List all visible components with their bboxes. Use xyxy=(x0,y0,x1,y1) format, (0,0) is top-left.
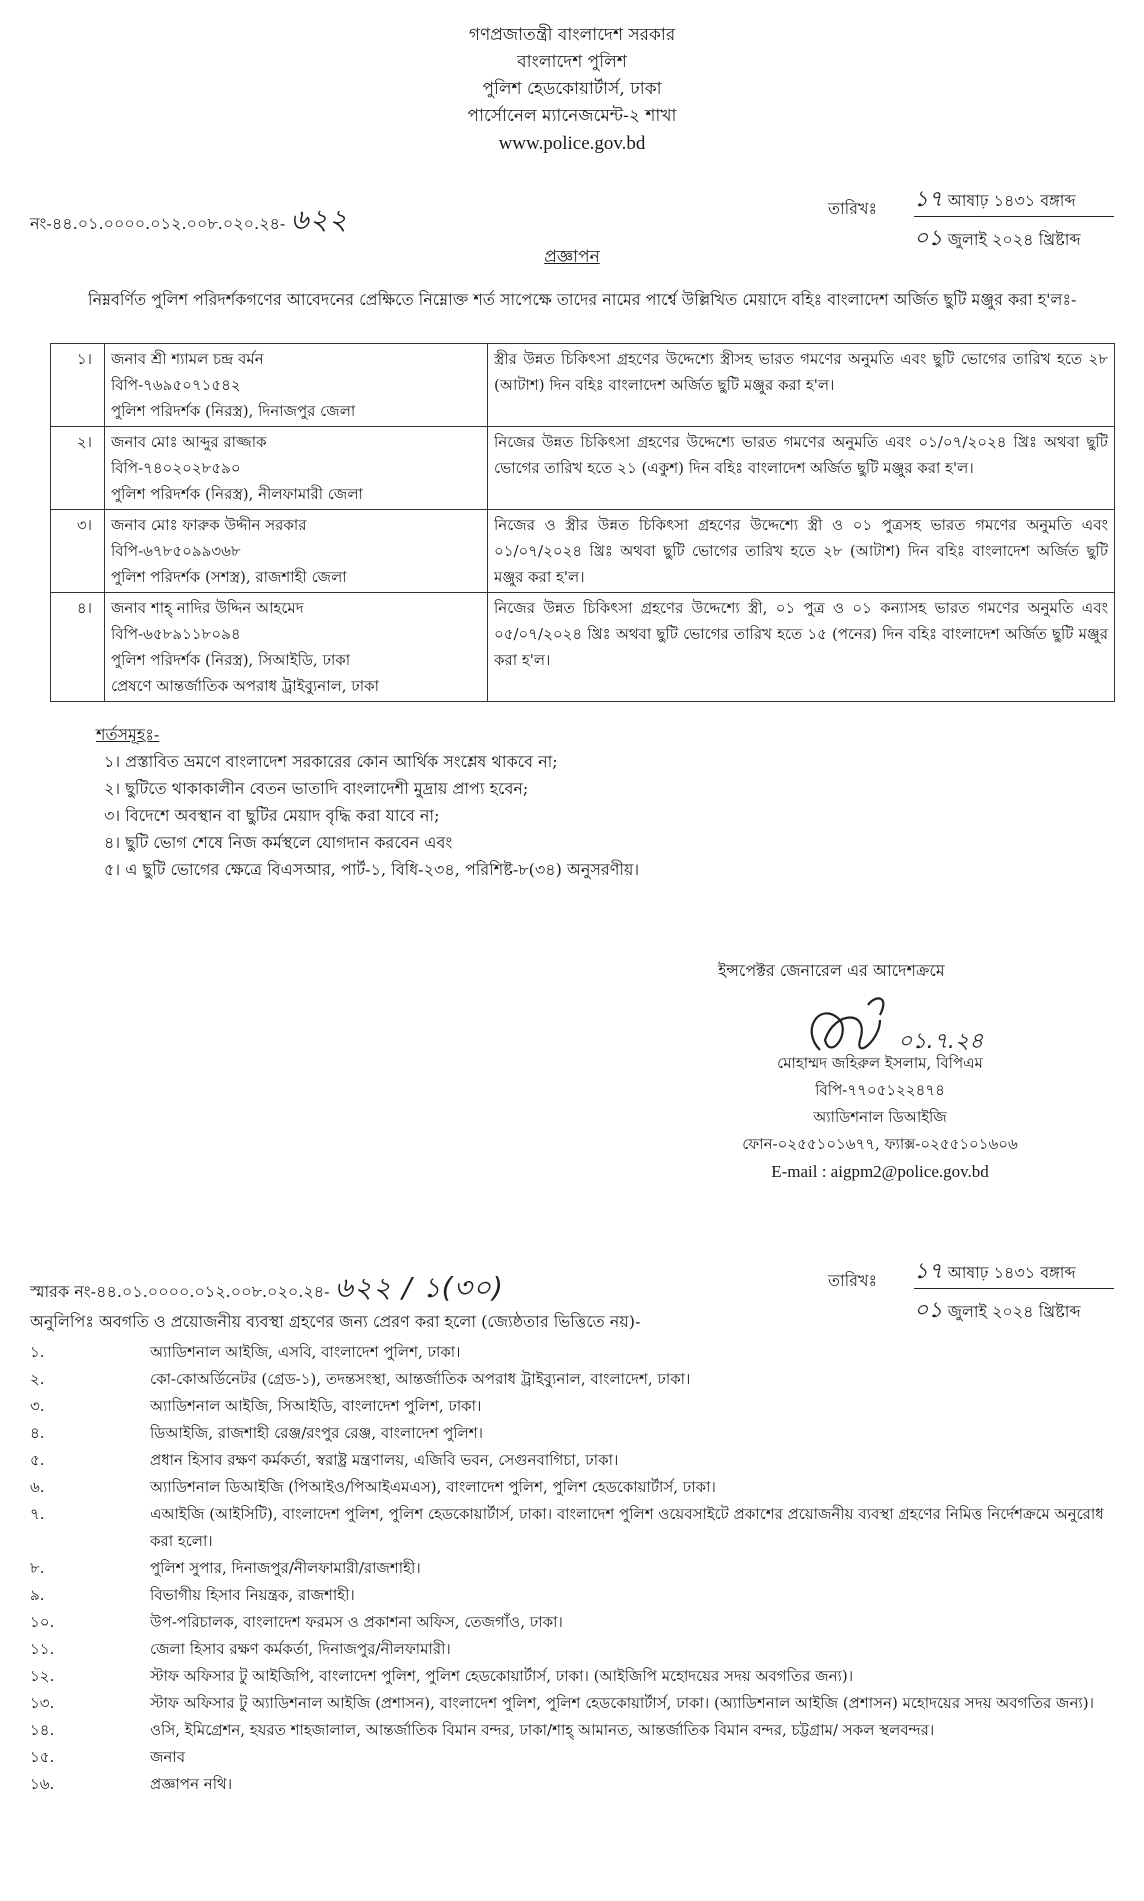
intro-paragraph: নিম্নবর্ণিত পুলিশ পরিদর্শকগণের আবেদনের প্রেক্ষিতে নিম্নোক্ত শর্ত সাপেক্ষে তাদের নামের পার্শ্বে উল্লিখিত মেয়াদে বহিঃ বাংলাদেশ অর্জিত ছুটি মঞ্জুর করা হ'লঃ- xyxy=(88,290,1077,309)
cc-item-text: ডিআইজি, রাজশাহী রেঞ্জ/রংপুর রেঞ্জ, বাংলাদেশ পুলিশ। xyxy=(150,1424,483,1442)
cc-item xyxy=(30,1609,1120,1636)
signatory-bp: বিপি-৭৭০৫১২২৪৭৪ xyxy=(815,1081,945,1099)
serial-cell: ২। xyxy=(51,427,105,510)
date-bangla: ১৭ আষাঢ় ১৪৩১ বঙ্গাব্দ xyxy=(914,1259,1076,1284)
cc-item-number: ১০. xyxy=(30,1613,55,1631)
cc-item-text: প্রধান হিসাব রক্ষণ কর্মকর্তা, স্বরাষ্ট্র মন্ত্রণালয়, এজিবি ভবন, সেগুনবাগিচা, ঢাকা। xyxy=(150,1451,619,1469)
cc-item-number: ১২. xyxy=(30,1667,55,1685)
cc-item xyxy=(30,1663,1120,1690)
cc-item-text: স্টাফ অফিসার টু অ্যাডিশনাল আইজি (প্রশাসন), বাংলাদেশ পুলিশ, পুলিশ হেডকোয়ার্টার্স, ঢাকা। (অ্যাডিশনাল আইজি (প্রশাসন) মহোদয়ের সদয় অবগতির জন্য)। xyxy=(150,1694,1094,1712)
signatory-phone-fax: ফোন-০২৫৫১০১৬৭৭, ফ্যাক্স-০২৫৫১০১৬০৬ xyxy=(742,1135,1018,1153)
officer-bp: বিপি-৭৬৯৫০৭১৫৪২ xyxy=(111,376,241,394)
description-cell: নিজের উন্নত চিকিৎসা গ্রহণের উদ্দেশ্যে ভারত গমণের অনুমতি এবং ০১/০৭/২০২৪ খ্রিঃ অথবা ছুটি ভোগের তারিখ হতে ২১ (একুশ) দিন বহিঃ বাংলাদেশ অর্জিত ছুটি মঞ্জুর করা হ'ল। xyxy=(488,427,1115,510)
cc-item xyxy=(30,1690,1120,1717)
date-label: তারিখঃ xyxy=(828,199,878,218)
branch-name: পার্সোনেল ম্যানেজমেন্ট-২ শাখা xyxy=(467,106,677,126)
cc-item-text: প্রজ্ঞাপন নথি। xyxy=(150,1775,233,1793)
cc-item-number: ১৬. xyxy=(30,1775,55,1793)
condition-item: ৫। এ ছুটি ভোগের ক্ষেত্রে বিএসআর, পার্ট-১, বিধি-২৩৪, পরিশিষ্ট-৮(৩৪) অনুসরণীয়। xyxy=(104,860,640,879)
signatory-email[interactable]: E-mail : aigpm2@police.gov.bd xyxy=(771,1162,989,1181)
cc-item-text: অ্যাডিশনাল আইজি, সিআইডি, বাংলাদেশ পুলিশ, ঢাকা। xyxy=(150,1397,482,1415)
page-title: প্রজ্ঞাপন xyxy=(544,247,600,267)
cc-item-number: ৩. xyxy=(30,1397,45,1415)
memo2-number-text: স্মারক নং-৪৪.০১.০০০০.০১২.০০৮.০২০.২৪- xyxy=(30,1282,330,1301)
officer-deputation: প্রেষণে আন্তর্জাতিক অপরাধ ট্রাইব্যুনাল, ঢাকা xyxy=(111,677,379,695)
date-gregorian: ০১ জুলাই ২০২৪ খ্রিষ্টাব্দ xyxy=(914,216,1114,258)
cc-item xyxy=(30,1366,1120,1393)
cc-item-number: ১৩. xyxy=(30,1694,55,1712)
leave-row xyxy=(51,427,1115,510)
officer-post: পুলিশ পরিদর্শক (নিরস্ত্র), নীলফামারী জেলা xyxy=(111,485,363,503)
leave-row xyxy=(51,593,1115,702)
officer-name: জনাব মোঃ আব্দুর রাজ্জাক xyxy=(111,433,267,451)
memo2-date xyxy=(828,1254,1128,1323)
memo-number xyxy=(30,198,348,245)
description-cell: নিজের ও স্ত্রীর উন্নত চিকিৎসা গ্রহণের উদ্দেশ্যে স্ত্রী ও ০১ পুত্রসহ ভারত গমণের অনুমতি এবং ০১/০৭/২০২৪ খ্রিঃ অথবা ছুটি ভোগের তারিখ হতে ২৮ (আটাশ) দিন বহিঃ বাংলাদেশ অর্জিত ছুটি মঞ্জুর করা হ'ল। xyxy=(488,510,1115,593)
signatory-name: মোহাম্মদ জহিরুল ইসলাম, বিপিএম xyxy=(777,1054,983,1072)
office-name: পুলিশ হেডকোয়ার্টার্স, ঢাকা xyxy=(482,79,662,99)
officer-cell xyxy=(105,427,488,510)
conditions-list xyxy=(104,748,639,883)
cc-item-number: ২. xyxy=(30,1370,45,1388)
officer-cell xyxy=(105,593,488,702)
officer-name: জনাব মোঃ ফারুক উদ্দীন সরকার xyxy=(111,516,307,534)
conditions-heading: শর্তসমূহঃ- xyxy=(96,725,160,744)
cc-item-text: জেলা হিসাব রক্ষণ কর্মকর্তা, দিনাজপুর/নীলফামারী। xyxy=(150,1640,451,1658)
cc-item xyxy=(30,1339,1120,1366)
signatory-block xyxy=(650,1050,1110,1185)
cc-item xyxy=(30,1636,1120,1663)
cc-item xyxy=(30,1393,1120,1420)
cc-item-text: অ্যাডিশনাল ডিআইজি (পিআইও/পিআইএমএস), বাংলাদেশ পুলিশ, পুলিশ হেডকোয়ার্টার্স, ঢাকা। xyxy=(150,1478,716,1496)
cc-item-number: ১১. xyxy=(30,1640,55,1658)
condition-item: ৩। বিদেশে অবস্থান বা ছুটির মেয়াদ বৃদ্ধি করা যাবে না; xyxy=(104,806,440,825)
cc-item-number: ৭. xyxy=(30,1505,45,1523)
date-gregorian: ০১ জুলাই ২০২৪ খ্রিষ্টাব্দ xyxy=(914,1288,1114,1330)
cc-item xyxy=(30,1582,1120,1609)
cc-heading: অনুলিপিঃ অবগতি ও প্রয়োজনীয় ব্যবস্থা গ্রহণের জন্য প্রেরণ করা হলো (জ্যেষ্ঠতার ভিত্তিতে নয়)- xyxy=(30,1312,641,1331)
cc-item xyxy=(30,1501,1120,1555)
officer-cell xyxy=(105,510,488,593)
signature-date: ০১.৭.২৪ xyxy=(898,1029,984,1054)
gov-name: গণপ্রজাতন্ত্রী বাংলাদেশ সরকার xyxy=(468,25,676,45)
memo2-number xyxy=(30,1266,504,1313)
cc-item-number: ১. xyxy=(30,1343,45,1361)
cc-item-text: জনাব xyxy=(150,1748,186,1766)
memo-number-text: নং-৪৪.০১.০০০০.০১২.০০৮.০২০.২৪- xyxy=(30,214,286,233)
officer-bp: বিপি-৬৫৮৯১১৮০৯৪ xyxy=(111,625,241,643)
serial-cell: ৩। xyxy=(51,510,105,593)
cc-item xyxy=(30,1717,1120,1744)
cc-item xyxy=(30,1555,1120,1582)
memo-date xyxy=(828,182,1128,251)
officer-post: পুলিশ পরিদর্শক (নিরস্ত্র), সিআইডি, ঢাকা xyxy=(111,651,351,669)
officer-name: জনাব শাহ্ নাদির উদ্দিন আহমেদ xyxy=(111,599,304,617)
condition-item: ২। ছুটিতে থাকাকালীন বেতন ভাতাদি বাংলাদেশী মুদ্রায় প্রাপ্য হবেন; xyxy=(104,779,529,798)
cc-item xyxy=(30,1744,1120,1771)
officer-bp: বিপি-৬৭৮৫০৯৯৩৬৮ xyxy=(111,542,241,560)
cc-item-text: অ্যাডিশনাল আইজি, এসবি, বাংলাদেশ পুলিশ, ঢাকা। xyxy=(150,1343,461,1361)
website-link[interactable]: www.police.gov.bd xyxy=(498,133,646,154)
cc-item xyxy=(30,1771,1120,1798)
cc-list xyxy=(30,1339,1120,1798)
memo2-number-handwritten: ৬২২ / ১(৩০) xyxy=(334,1271,504,1304)
cc-item-number: ৫. xyxy=(30,1451,45,1469)
cc-item-number: ৯. xyxy=(30,1586,45,1604)
cc-item-text: ওসি, ইমিগ্রেশন, হযরত শাহজালাল, আন্তর্জাতিক বিমান বন্দর, ঢাকা/শাহ্ আমানত, আন্তর্জাতিক বিমান বন্দর, চট্টগ্রাম/ সকল স্থলবন্দর। xyxy=(150,1721,935,1739)
leave-row xyxy=(51,344,1115,427)
cc-item-text: পুলিশ সুপার, দিনাজপুর/নীলফামারী/রাজশাহী। xyxy=(150,1559,421,1577)
cc-item-text: কো-কোঅর্ডিনেটর (গ্রেড-১), তদন্তসংস্থা, আন্তর্জাতিক অপরাধ ট্রাইব্যুনাল, বাংলাদেশ, ঢাকা। xyxy=(150,1370,691,1388)
cc-item-number: ১৪. xyxy=(30,1721,55,1739)
condition-item: ৪। ছুটি ভোগ শেষে নিজ কর্মস্থলে যোগদান করবেন এবং xyxy=(104,833,453,852)
cc-item-text: উপ-পরিচালক, বাংলাদেশ ফরমস ও প্রকাশনা অফিস, তেজগাঁও, ঢাকা। xyxy=(150,1613,563,1631)
description-cell: স্ত্রীর উন্নত চিকিৎসা গ্রহণের উদ্দেশ্যে স্ত্রীসহ ভারত গমণের অনুমতি এবং ছুটি ভোগের তারিখ হতে ২৮ (আটাশ) দিন বহিঃ বাংলাদেশ অর্জিত ছুটি মঞ্জুর করা হ'ল। xyxy=(488,344,1115,427)
date-label: তারিখঃ xyxy=(828,1271,878,1290)
cc-item-text: এআইজি (আইসিটি), বাংলাদেশ পুলিশ, পুলিশ হেডকোয়ার্টার্স, ঢাকা। বাংলাদেশ পুলিশ ওয়েবসাইটে প্রকাশের প্রয়োজনীয় ব্যবস্থা গ্রহণের নিমিত্ত নির্দেশক্রমে অনুরোধ করা হলো। xyxy=(150,1505,1104,1550)
condition-item: ১। প্রস্তাবিত ভ্রমণে বাংলাদেশ সরকারের কোন আর্থিক সংশ্লেষ থাকবে না; xyxy=(104,752,558,771)
cc-item xyxy=(30,1447,1120,1474)
cc-item-text: বিভাগীয় হিসাব নিয়ন্ত্রক, রাজশাহী। xyxy=(150,1586,355,1604)
order-line: ইন্সপেক্টর জেনারেল এর আদেশক্রমে xyxy=(718,961,945,980)
leave-row xyxy=(51,510,1115,593)
cc-item xyxy=(30,1474,1120,1501)
officer-post: পুলিশ পরিদর্শক (নিরস্ত্র), দিনাজপুর জেলা xyxy=(111,402,356,420)
leave-table xyxy=(50,343,1115,702)
officer-cell xyxy=(105,344,488,427)
officer-post: পুলিশ পরিদর্শক (সশস্ত্র), রাজশাহী জেলা xyxy=(111,568,347,586)
cc-item-number: ৮. xyxy=(30,1559,45,1577)
cc-item-number: ১৫. xyxy=(30,1748,55,1766)
officer-bp: বিপি-৭৪০২০২৮৫৯০ xyxy=(111,459,241,477)
officer-name: জনাব শ্রী শ্যামল চন্দ্র বর্মন xyxy=(111,350,264,368)
description-cell: নিজের উন্নত চিকিৎসা গ্রহণের উদ্দেশ্যে স্ত্রী, ০১ পুত্র ও ০১ কন্যাসহ ভারত গমণের অনুমতি এবং ০৫/০৭/২০২৪ খ্রিঃ অথবা ছুটি ভোগের তারিখ হতে ১৫ (পনের) দিন বহিঃ বাংলাদেশ অর্জিত ছুটি মঞ্জুর করা হ'ল। xyxy=(488,593,1115,702)
dept-name: বাংলাদেশ পুলিশ xyxy=(517,52,627,72)
serial-cell: ১। xyxy=(51,344,105,427)
letterhead xyxy=(0,22,1144,157)
memo-number-handwritten: ৬২২ xyxy=(290,203,349,236)
date-bangla: ১৭ আষাঢ় ১৪৩১ বঙ্গাব্দ xyxy=(914,187,1076,212)
serial-cell: ৪। xyxy=(51,593,105,702)
signatory-designation: অ্যাডিশনাল ডিআইজি xyxy=(813,1108,947,1126)
cc-item-number: ৪. xyxy=(30,1424,45,1442)
cc-item-number: ৬. xyxy=(30,1478,45,1496)
cc-item xyxy=(30,1420,1120,1447)
cc-item-text: স্টাফ অফিসার টু আইজিপি, বাংলাদেশ পুলিশ, পুলিশ হেডকোয়ার্টার্স, ঢাকা। (আইজিপি মহোদয়ের সদয় অবগতির জন্য)। xyxy=(150,1667,854,1685)
